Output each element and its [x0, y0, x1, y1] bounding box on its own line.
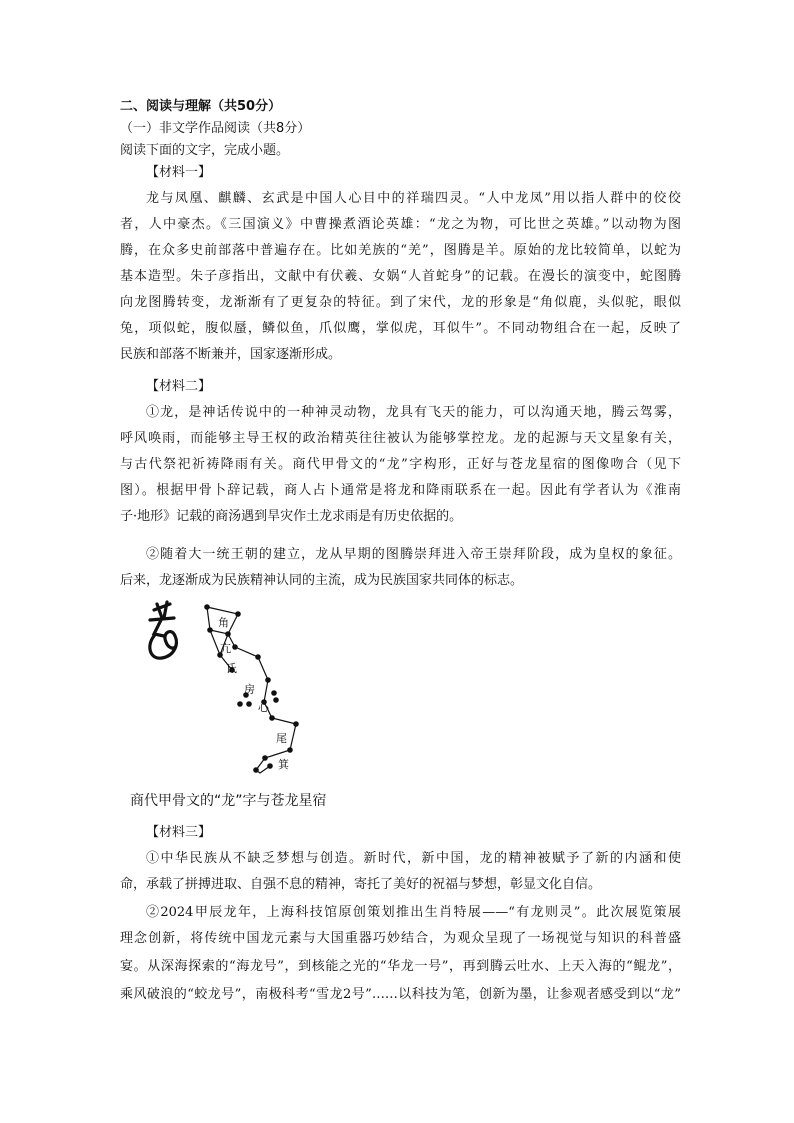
dragon-constellation-diagram — [140, 600, 330, 780]
star-label-di: 氐 — [226, 662, 237, 675]
material3-line: 命，承载了拼搏进取、自强不息的精神，寄托了美好的祝福与梦想，彰显文化自信。 — [120, 877, 602, 892]
material1-line: 龙与凤凰、麒麟、玄武是中国人心目中的祥瑞四灵。“人中龙凤”用以指人群中的佼佼 — [146, 191, 681, 206]
material2-line: 与古代祭祀祈祷降雨有关。商代甲骨文的“龙”字构形，正好与苍龙星宿的图像吻合（见下 — [120, 457, 681, 472]
material1-line: 腾，在众多史前部落中普遍存在。比如羌族的“羌”，图腾是羊。原始的龙比较简单，以蛇为 — [120, 243, 681, 258]
material1-heading: 【材料一】 — [146, 165, 212, 180]
dragon-constellation-figure — [140, 600, 330, 780]
oracle-dragon-glyph — [150, 602, 177, 658]
material1-line: 民族和部落不断兼并，国家逐渐形成。 — [120, 347, 342, 362]
material3-line: ①中华民族从不缺乏梦想与创造。新时代，新中国，龙的精神被赋予了新的内涵和使 — [146, 851, 681, 866]
section-title: 二、阅读与理解（共50分） — [120, 99, 282, 114]
material3-line: ②2024甲辰龙年，上海科技馆原创策划推出生肖特展——“有龙则灵”。此次展览策展 — [146, 905, 681, 920]
material2-line: ②随着大一统王朝的建立，龙从早期的图腾崇拜进入帝王崇拜阶段，成为皇权的象征。 — [146, 547, 681, 562]
material1-line: 兔，项似蛇，腹似蜃，鳞似鱼，爪似鹰，掌似虎，耳似牛”。不同动物组合在一起，反映了 — [120, 321, 681, 336]
section-subtitle: （一）非文学作品阅读（共8分） — [120, 121, 311, 136]
star-label-fang: 房 — [244, 683, 255, 696]
figure-caption: 商代甲骨文的“龙”字与苍龙星宿 — [130, 793, 327, 809]
instruction: 阅读下面的文字，完成小题。 — [120, 143, 290, 158]
star-label-jiao: 角 — [218, 616, 229, 629]
star-label-kang: 亢 — [220, 642, 231, 655]
material2-line: 图）。根据甲骨卜辞记载，商人占卜通常是将龙和降雨联系在一起。因此有学者认为《淮南 — [120, 483, 681, 498]
material3-line: 宴。从深海探索的“海龙号”，到核能之光的“华龙一号”，再到腾云吐水、上天入海的“鲲龙”， — [120, 959, 681, 974]
material2-heading: 【材料二】 — [146, 379, 212, 394]
star-label-wei: 尾 — [276, 732, 287, 745]
material1-line: 者，人中豪杰。《三国演义》中曹操煮酒论英雄：“龙之为物，可比世之英雄。”以动物为图 — [120, 217, 681, 232]
material3-line: 乘风破浪的“蛟龙号”，南极科考“雪龙2号”……以科技为笔，创新为墨，让参观者感受到以“龙” — [120, 987, 681, 1002]
material2-line: 后来，龙逐渐成为民族精神认同的主流，成为民族国家共同体的标志。 — [120, 573, 524, 588]
material2-line: ①龙，是神话传说中的一种神灵动物，龙具有飞天的能力，可以沟通天地，腾云驾雾， — [146, 405, 681, 420]
material1-line: 基本造型。朱子彦指出，文献中有伏羲、女娲“人首蛇身”的记载。在漫长的演变中，蛇图腾 — [120, 269, 681, 284]
star-label-xin: 心 — [258, 701, 269, 714]
star-label-ji: 箕 — [278, 758, 289, 771]
material3-line: 理念创新，将传统中国龙元素与大国重器巧妙结合，为观众呈现了一场视觉与知识的科普盛 — [120, 931, 681, 946]
material2-line: 呼风唤雨，而能够主导王权的政治精英往往被认为能够掌控龙。龙的起源与天文星象有关， — [120, 431, 681, 446]
material2-line: 子·地形》记载的商汤遇到旱灾作土龙求雨是有历史依据的。 — [120, 509, 463, 524]
material3-heading: 【材料三】 — [146, 825, 212, 840]
material1-line: 向龙图腾转变，龙渐渐有了更复杂的特征。到了宋代，龙的形象是“角似鹿，头似驼，眼似 — [120, 295, 681, 310]
